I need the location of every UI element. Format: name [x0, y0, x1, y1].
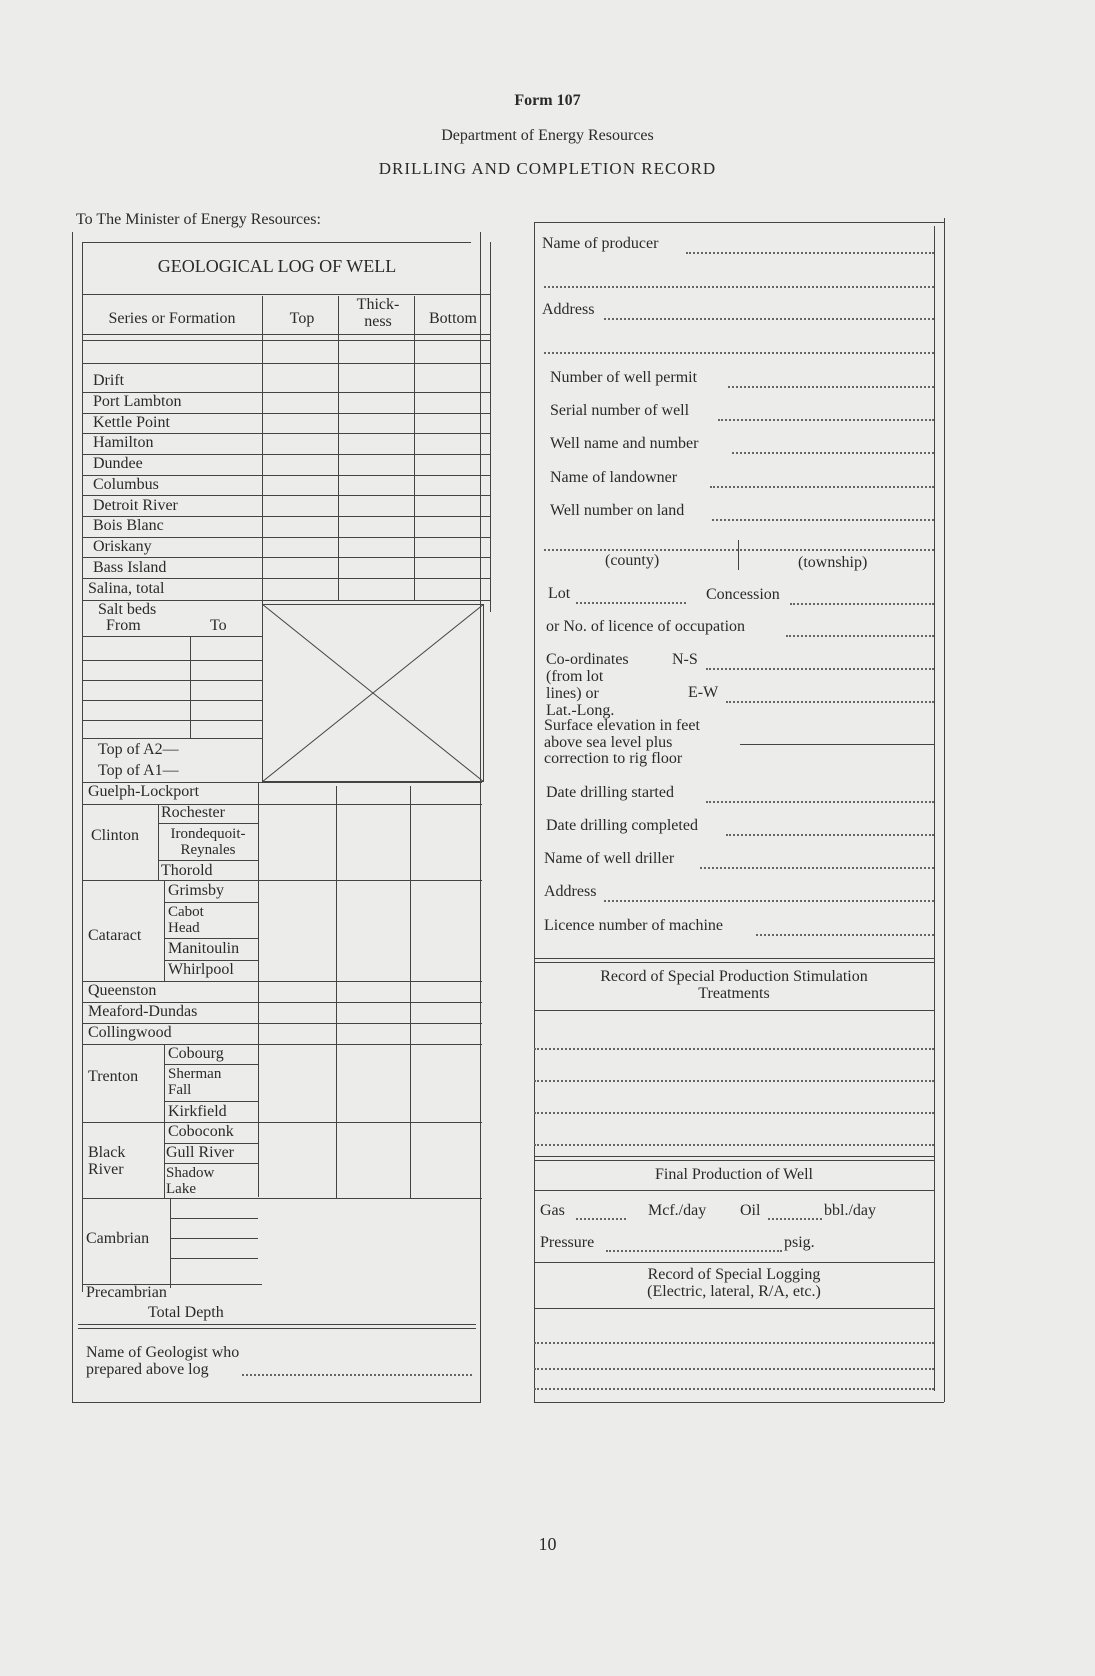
- salt-to-label: To: [210, 617, 227, 634]
- well-on-land-field[interactable]: [712, 519, 934, 521]
- address-field-2[interactable]: [544, 352, 934, 354]
- formation-row: Port Lambton: [93, 393, 182, 410]
- rule: [534, 962, 934, 963]
- rule: [82, 804, 482, 805]
- rule: [82, 363, 490, 364]
- driller-address-field[interactable]: [604, 900, 934, 902]
- cataract-label: Cataract: [88, 927, 142, 944]
- sub-formation: Gull River: [166, 1144, 234, 1161]
- psig-label: psig.: [784, 1234, 815, 1251]
- salt-beds-label: Salt beds: [98, 601, 157, 618]
- geologist-label: Name of Geologist who prepared above log: [86, 1344, 240, 1378]
- logging-line[interactable]: [534, 1342, 934, 1344]
- rule: [82, 334, 490, 335]
- formation-row: Drift: [93, 372, 125, 389]
- rule: [944, 218, 945, 1402]
- rule: [534, 1262, 934, 1263]
- rule: [338, 296, 339, 601]
- well-on-land-label: Well number on land: [550, 502, 685, 519]
- rule: [82, 454, 490, 455]
- rule: [82, 578, 490, 579]
- date-started-label: Date drilling started: [546, 784, 674, 801]
- formation-row: Detroit River: [93, 497, 178, 514]
- rule: [190, 636, 191, 738]
- elevation-field[interactable]: [740, 744, 934, 745]
- address-field[interactable]: [604, 318, 934, 320]
- county-label: (county): [605, 552, 660, 569]
- logging-heading: Record of Special Logging (Electric, lateral, R/A, etc.): [647, 1266, 821, 1300]
- sub-formation: Cobourg: [168, 1045, 224, 1062]
- rule: [158, 860, 258, 861]
- page-number: 10: [538, 1534, 557, 1554]
- formation-row: Queenston: [88, 982, 157, 999]
- rule: [164, 1163, 258, 1164]
- crossed-out-box: [262, 604, 484, 782]
- rule: [258, 782, 259, 1197]
- serial-field[interactable]: [718, 419, 934, 421]
- sub-formation: Grimsby: [168, 882, 224, 899]
- date-completed-field[interactable]: [726, 834, 934, 836]
- page-title: DRILLING AND COMPLETION RECORD: [378, 159, 717, 178]
- pressure-field[interactable]: [606, 1250, 782, 1252]
- rule: [262, 296, 263, 601]
- rule: [164, 1122, 165, 1198]
- ns-label: N-S: [672, 651, 698, 668]
- logging-line[interactable]: [534, 1388, 934, 1390]
- rule: [82, 495, 490, 496]
- log-inner-left: [82, 242, 83, 1292]
- logging-line[interactable]: [534, 1368, 934, 1370]
- rule: [82, 1122, 482, 1123]
- sub-formation: Thorold: [161, 862, 213, 879]
- licence-occupation-field[interactable]: [786, 635, 934, 637]
- stimulation-line[interactable]: [534, 1080, 934, 1082]
- sub-formation: Manitoulin: [168, 940, 240, 957]
- ew-label: E-W: [688, 684, 719, 701]
- col-header-formation: Series or Formation: [108, 310, 236, 327]
- rule: [82, 636, 262, 637]
- rule: [336, 786, 337, 1198]
- rule: [164, 1064, 258, 1065]
- sub-formation: Shadow Lake: [166, 1165, 215, 1197]
- formation-row: Bass Island: [93, 559, 167, 576]
- gas-label: Gas: [540, 1202, 565, 1219]
- formation-row: Guelph-Lockport: [88, 783, 200, 800]
- serial-label: Serial number of well: [550, 402, 690, 419]
- driller-address-label: Address: [544, 883, 597, 900]
- stimulation-line[interactable]: [534, 1144, 934, 1146]
- formation-row: Dundee: [93, 455, 143, 472]
- rule: [82, 680, 262, 681]
- concession-label: Concession: [706, 586, 780, 603]
- formation-row: Bois Blanc: [93, 517, 164, 534]
- oil-field[interactable]: [768, 1218, 822, 1220]
- rule: [410, 786, 411, 1198]
- sub-formation: Rochester: [161, 804, 225, 821]
- top-a2-label: Top of A2—: [98, 741, 179, 758]
- col-header-bottom: Bottom: [428, 310, 477, 327]
- addressee: To The Minister of Energy Resources:: [76, 211, 321, 228]
- rule: [534, 1190, 934, 1191]
- sub-formation: Irondequoit- Reynales: [170, 826, 246, 858]
- salt-from-label: From: [106, 617, 141, 634]
- geologist-field[interactable]: [242, 1374, 472, 1376]
- rule: [164, 1044, 165, 1122]
- sub-formation: Sherman Fall: [168, 1066, 222, 1098]
- rule: [534, 1156, 934, 1157]
- rule: [158, 823, 258, 824]
- landowner-field[interactable]: [710, 486, 934, 488]
- rule: [82, 720, 262, 721]
- lot-field[interactable]: [576, 602, 686, 604]
- department: Department of Energy Resources: [441, 127, 654, 144]
- rule: [534, 1402, 944, 1403]
- mcf-label: Mcf./day: [648, 1202, 707, 1219]
- trenton-label: Trenton: [88, 1068, 139, 1085]
- rule: [164, 1101, 258, 1102]
- gas-field[interactable]: [576, 1218, 626, 1220]
- rule: [82, 880, 482, 881]
- sub-formation: Whirlpool: [168, 961, 234, 978]
- ew-field[interactable]: [726, 701, 934, 703]
- rule: [82, 1198, 482, 1199]
- rule: [78, 1324, 476, 1325]
- landowner-label: Name of landowner: [550, 469, 678, 486]
- log-top-line: [82, 242, 471, 243]
- producer-label: Name of producer: [542, 235, 659, 252]
- rule: [534, 1160, 934, 1161]
- final-production-heading: Final Production of Well: [655, 1166, 813, 1183]
- rule: [934, 226, 935, 1391]
- well-name-field[interactable]: [732, 452, 934, 454]
- rule: [534, 222, 944, 223]
- log-title: GEOLOGICAL LOG OF WELL: [157, 256, 397, 276]
- well-name-label: Well name and number: [550, 435, 699, 452]
- rule: [414, 296, 415, 601]
- pressure-label: Pressure: [540, 1234, 595, 1251]
- rule: [82, 294, 490, 295]
- sub-formation: Coboconk: [168, 1123, 234, 1140]
- formation-row: Columbus: [93, 476, 159, 493]
- machine-licence-label: Licence number of machine: [544, 917, 724, 934]
- stimulation-line[interactable]: [534, 1112, 934, 1114]
- date-started-field[interactable]: [706, 801, 934, 803]
- rule: [170, 1198, 171, 1288]
- rule: [170, 1238, 258, 1239]
- rule: [170, 1218, 258, 1219]
- rule: [164, 880, 165, 981]
- log-border-left: [72, 232, 73, 1402]
- formation-row: Collingwood: [88, 1024, 172, 1041]
- driller-label: Name of well driller: [544, 850, 675, 867]
- col-header-top: Top: [289, 310, 315, 327]
- total-depth-label: Total Depth: [148, 1304, 224, 1321]
- cambrian-label: Cambrian: [86, 1230, 150, 1247]
- lot-label: Lot: [548, 585, 571, 602]
- rule: [82, 340, 490, 341]
- sub-formation: Kirkfield: [168, 1103, 227, 1120]
- rule: [82, 660, 262, 661]
- rule: [82, 557, 490, 558]
- black-river-label: Black River: [88, 1144, 126, 1178]
- oil-label: Oil: [740, 1202, 761, 1219]
- machine-licence-field[interactable]: [756, 934, 934, 936]
- formation-row: Kettle Point: [93, 414, 170, 431]
- formation-row: Hamilton: [93, 434, 154, 451]
- rule: [170, 1258, 258, 1259]
- rule: [82, 738, 262, 739]
- rule: [164, 938, 258, 939]
- log-border-right: [480, 232, 481, 1402]
- date-completed-label: Date drilling completed: [546, 817, 698, 834]
- concession-field[interactable]: [790, 603, 934, 605]
- rule: [534, 958, 934, 959]
- formation-row: Precambrian: [86, 1284, 167, 1301]
- form-number: Form 107: [514, 92, 581, 109]
- township-label: (township): [798, 554, 868, 571]
- producer-field-2[interactable]: [544, 286, 934, 288]
- sub-formation: Cabot Head: [168, 904, 204, 936]
- formation-row: Salina, total: [88, 580, 165, 597]
- elevation-label: Surface elevation in feet above sea level plus correction to rig floor: [544, 717, 700, 767]
- stimulation-heading: Record of Special Production Stimulation Treatments: [600, 968, 868, 1002]
- producer-field[interactable]: [686, 252, 934, 254]
- bbl-label: bbl./day: [824, 1202, 876, 1219]
- rule: [534, 1010, 934, 1011]
- driller-field[interactable]: [700, 867, 934, 869]
- log-border-bottom: [72, 1402, 481, 1403]
- log-inner-right-top: [490, 242, 491, 612]
- clinton-label: Clinton: [91, 827, 140, 844]
- formation-row: Meaford-Dundas: [88, 1003, 198, 1020]
- rule: [82, 700, 262, 701]
- ns-field[interactable]: [706, 668, 934, 670]
- licence-occupation-label: or No. of licence of occupation: [546, 618, 746, 635]
- top-a1-label: Top of A1—: [98, 762, 179, 779]
- formation-row: Oriskany: [93, 538, 152, 555]
- stimulation-line[interactable]: [534, 1048, 934, 1050]
- county-township-field[interactable]: [544, 549, 934, 551]
- rule: [534, 222, 535, 1402]
- rule: [534, 1308, 934, 1309]
- address-label: Address: [542, 301, 595, 318]
- permit-label: Number of well permit: [550, 369, 698, 386]
- col-header-thickness: Thick- ness: [356, 296, 400, 330]
- rule: [82, 1044, 482, 1045]
- permit-field[interactable]: [728, 386, 934, 388]
- rule: [164, 902, 258, 903]
- rule: [78, 1328, 476, 1329]
- rule: [738, 540, 739, 570]
- coordinates-label: Co-ordinates (from lot lines) or Lat.-Long.: [546, 651, 629, 719]
